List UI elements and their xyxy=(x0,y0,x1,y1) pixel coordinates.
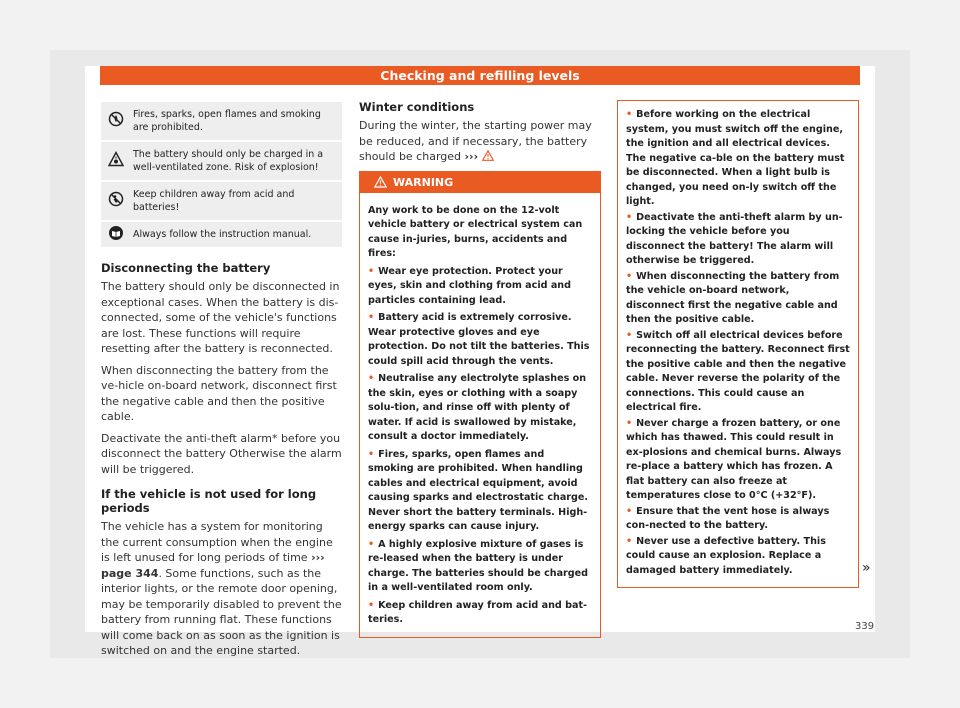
warning-item-text: Keep children away from acid and bat-teries. xyxy=(368,599,588,625)
bullet-icon: • xyxy=(368,373,375,384)
warning-item-text: Ensure that the vent hose is always con-nected to the battery. xyxy=(626,505,830,531)
bullet-icon: • xyxy=(626,329,633,341)
symbol-text: The battery should only be charged in a well-ventilated zone. Risk of explosion! xyxy=(133,149,324,173)
bullet-icon: • xyxy=(626,211,633,223)
warning-item xyxy=(368,372,592,445)
warning-item-text: Before working on the electrical system, you must switch off the engine, the ignition and all electrical devices. The negative ca-ble on the battery must be disconnected. When a light bulb is changed, you need on-ly switch off the light. xyxy=(626,109,845,207)
warning-item-text: Wear eye protection. Protect your eyes, skin and clothing from acid and particles containing lead. xyxy=(368,265,571,306)
page-reference-link[interactable]: ››› page 344 xyxy=(101,551,325,580)
warning-item xyxy=(368,538,592,596)
bullet-icon: • xyxy=(626,270,633,282)
bullet-icon: • xyxy=(368,312,375,323)
bullet-icon: • xyxy=(368,448,375,460)
winter-paragraph xyxy=(359,118,601,165)
instruction-manual-icon xyxy=(101,222,131,247)
warning-item xyxy=(626,417,850,504)
disconnect-paragraph-3: Deactivate the anti-theft alarm* before you disconnect the battery Otherwise the alarm will be triggered. xyxy=(101,431,342,476)
warning-triangle-icon xyxy=(374,176,387,188)
warning-item-text: Deactivate the anti-theft alarm by un-locking the vehicle before you disconnect the battery! The alarm will otherwise be triggered. xyxy=(626,211,843,266)
warning-label: WARNING xyxy=(393,175,454,189)
warning-item xyxy=(626,211,850,269)
no-fire-icon xyxy=(101,102,131,140)
symbol-row xyxy=(101,142,342,180)
disconnect-paragraph-1: The battery should only be disconnected in exceptional cases. When the battery is dis-connected, some of the vehicle's functions are lost. These functions will require resetting after the battery is reconnected. xyxy=(101,280,340,355)
bullet-icon: • xyxy=(626,505,633,517)
symbol-text: Keep children away from acid and batteries! xyxy=(133,189,295,213)
warning-item xyxy=(368,599,592,628)
warning-item xyxy=(368,448,592,535)
symbol-text: Fires, sparks, open flames and smoking are prohibited. xyxy=(133,109,321,133)
warning-item xyxy=(368,265,592,309)
symbol-row xyxy=(101,102,342,140)
warning-header xyxy=(360,172,600,193)
warning-reference[interactable]: ››› xyxy=(464,150,479,163)
bullet-icon: • xyxy=(626,535,633,547)
warning-item-text: Fires, sparks, open flames and smoking are prohibited. When handling cables and electrical equipment, avoid causing sparks and electrostatic charge. Never short the battery terminals. High-energy sparks can cause injury. xyxy=(368,448,589,532)
bullet-icon: • xyxy=(368,538,375,550)
bullet-icon: • xyxy=(626,417,633,429)
warning-item xyxy=(626,329,850,416)
unused-heading: If the vehicle is not used for long periods xyxy=(101,487,317,515)
warning-item-text: Switch off all electrical devices before reconnecting the battery. Reconnect first the positive cable and then the negative cable. Never reverse the polarity of the connections. This could cause an electrical fire. xyxy=(626,329,850,413)
disconnect-paragraph-2: When disconnecting the battery from the ve-hicle on-board network, disconnect first the negative cable and then the positive cable. xyxy=(101,363,337,423)
bullet-icon: • xyxy=(368,265,375,277)
keep-children-away-icon xyxy=(101,182,131,220)
warning-intro: Any work to be done on the 12-volt vehicle battery or electrical system can cause in-juries, burns, accidents and fires: xyxy=(368,204,583,259)
warning-item xyxy=(368,311,592,369)
warning-item-text: A highly explosive mixture of gases is re-leased when the battery is under charge. The batteries should be charged in a well-ventilated room only. xyxy=(368,538,589,593)
warning-item xyxy=(626,108,850,210)
bullet-icon: • xyxy=(368,599,375,611)
warning-item xyxy=(626,270,850,328)
warning-body xyxy=(360,193,600,637)
warning-item-text: Battery acid is extremely corrosive. Wear protective gloves and eye protection. Do not tilt the batteries. This could spill acid through the vents. xyxy=(368,312,590,367)
warning-continuation-box xyxy=(617,100,859,588)
warning-item-text: Neutralise any electrolyte splashes on the skin, eyes or clothing with a soapy solu-tion, and rinse off with plenty of water. If acid is swallowed by mistake, consult a doctor immediately. xyxy=(368,373,587,442)
continue-mark: » xyxy=(862,560,871,576)
warning-item xyxy=(626,505,850,534)
unused-paragraph xyxy=(101,519,342,659)
warning-item-text: When disconnecting the battery from the vehicle on-board network, disconnect first the negative cable and then the positive cable. xyxy=(626,270,840,325)
explosion-warning-icon xyxy=(101,142,131,180)
unused-text-a: The vehicle has a system for monitoring the current consumption when the engine is left unused for long periods of time xyxy=(101,520,333,564)
page-number: 339 xyxy=(855,621,875,632)
column-1 xyxy=(101,100,342,665)
column-3 xyxy=(617,100,859,588)
disconnect-heading: Disconnecting the battery xyxy=(101,261,271,275)
symbol-row xyxy=(101,182,342,220)
symbol-text: Always follow the instruction manual. xyxy=(133,229,312,240)
column-2 xyxy=(359,100,601,638)
unused-text-b: . Some functions, such as the interior lights, or the remote door opening, may be temporarily disabled to prevent the battery from running flat. These functions will come back on as soon as the ignition is switched on and the engine started. xyxy=(101,566,342,657)
section-header: Checking and refilling levels xyxy=(100,66,860,85)
warning-item xyxy=(626,535,850,579)
warning-item-text: Never use a defective battery. This could cause an explosion. Replace a damaged battery immediately. xyxy=(626,535,826,576)
winter-heading: Winter conditions xyxy=(359,100,475,114)
winter-text: During the winter, the starting power may be reduced, and if necessary, the battery should be charged xyxy=(359,119,592,163)
symbol-row xyxy=(101,222,342,247)
symbol-table xyxy=(101,100,342,249)
warning-box xyxy=(359,171,601,638)
bullet-icon: • xyxy=(626,109,633,120)
warning-item-text: Never charge a frozen battery, or one which has thawed. This could result in ex-plosions and chemical burns. Always re-place a battery which has frozen. A flat battery can also freeze at temperatures close to 0°C (+32°F). xyxy=(626,417,842,501)
warning-triangle-icon xyxy=(482,150,494,161)
